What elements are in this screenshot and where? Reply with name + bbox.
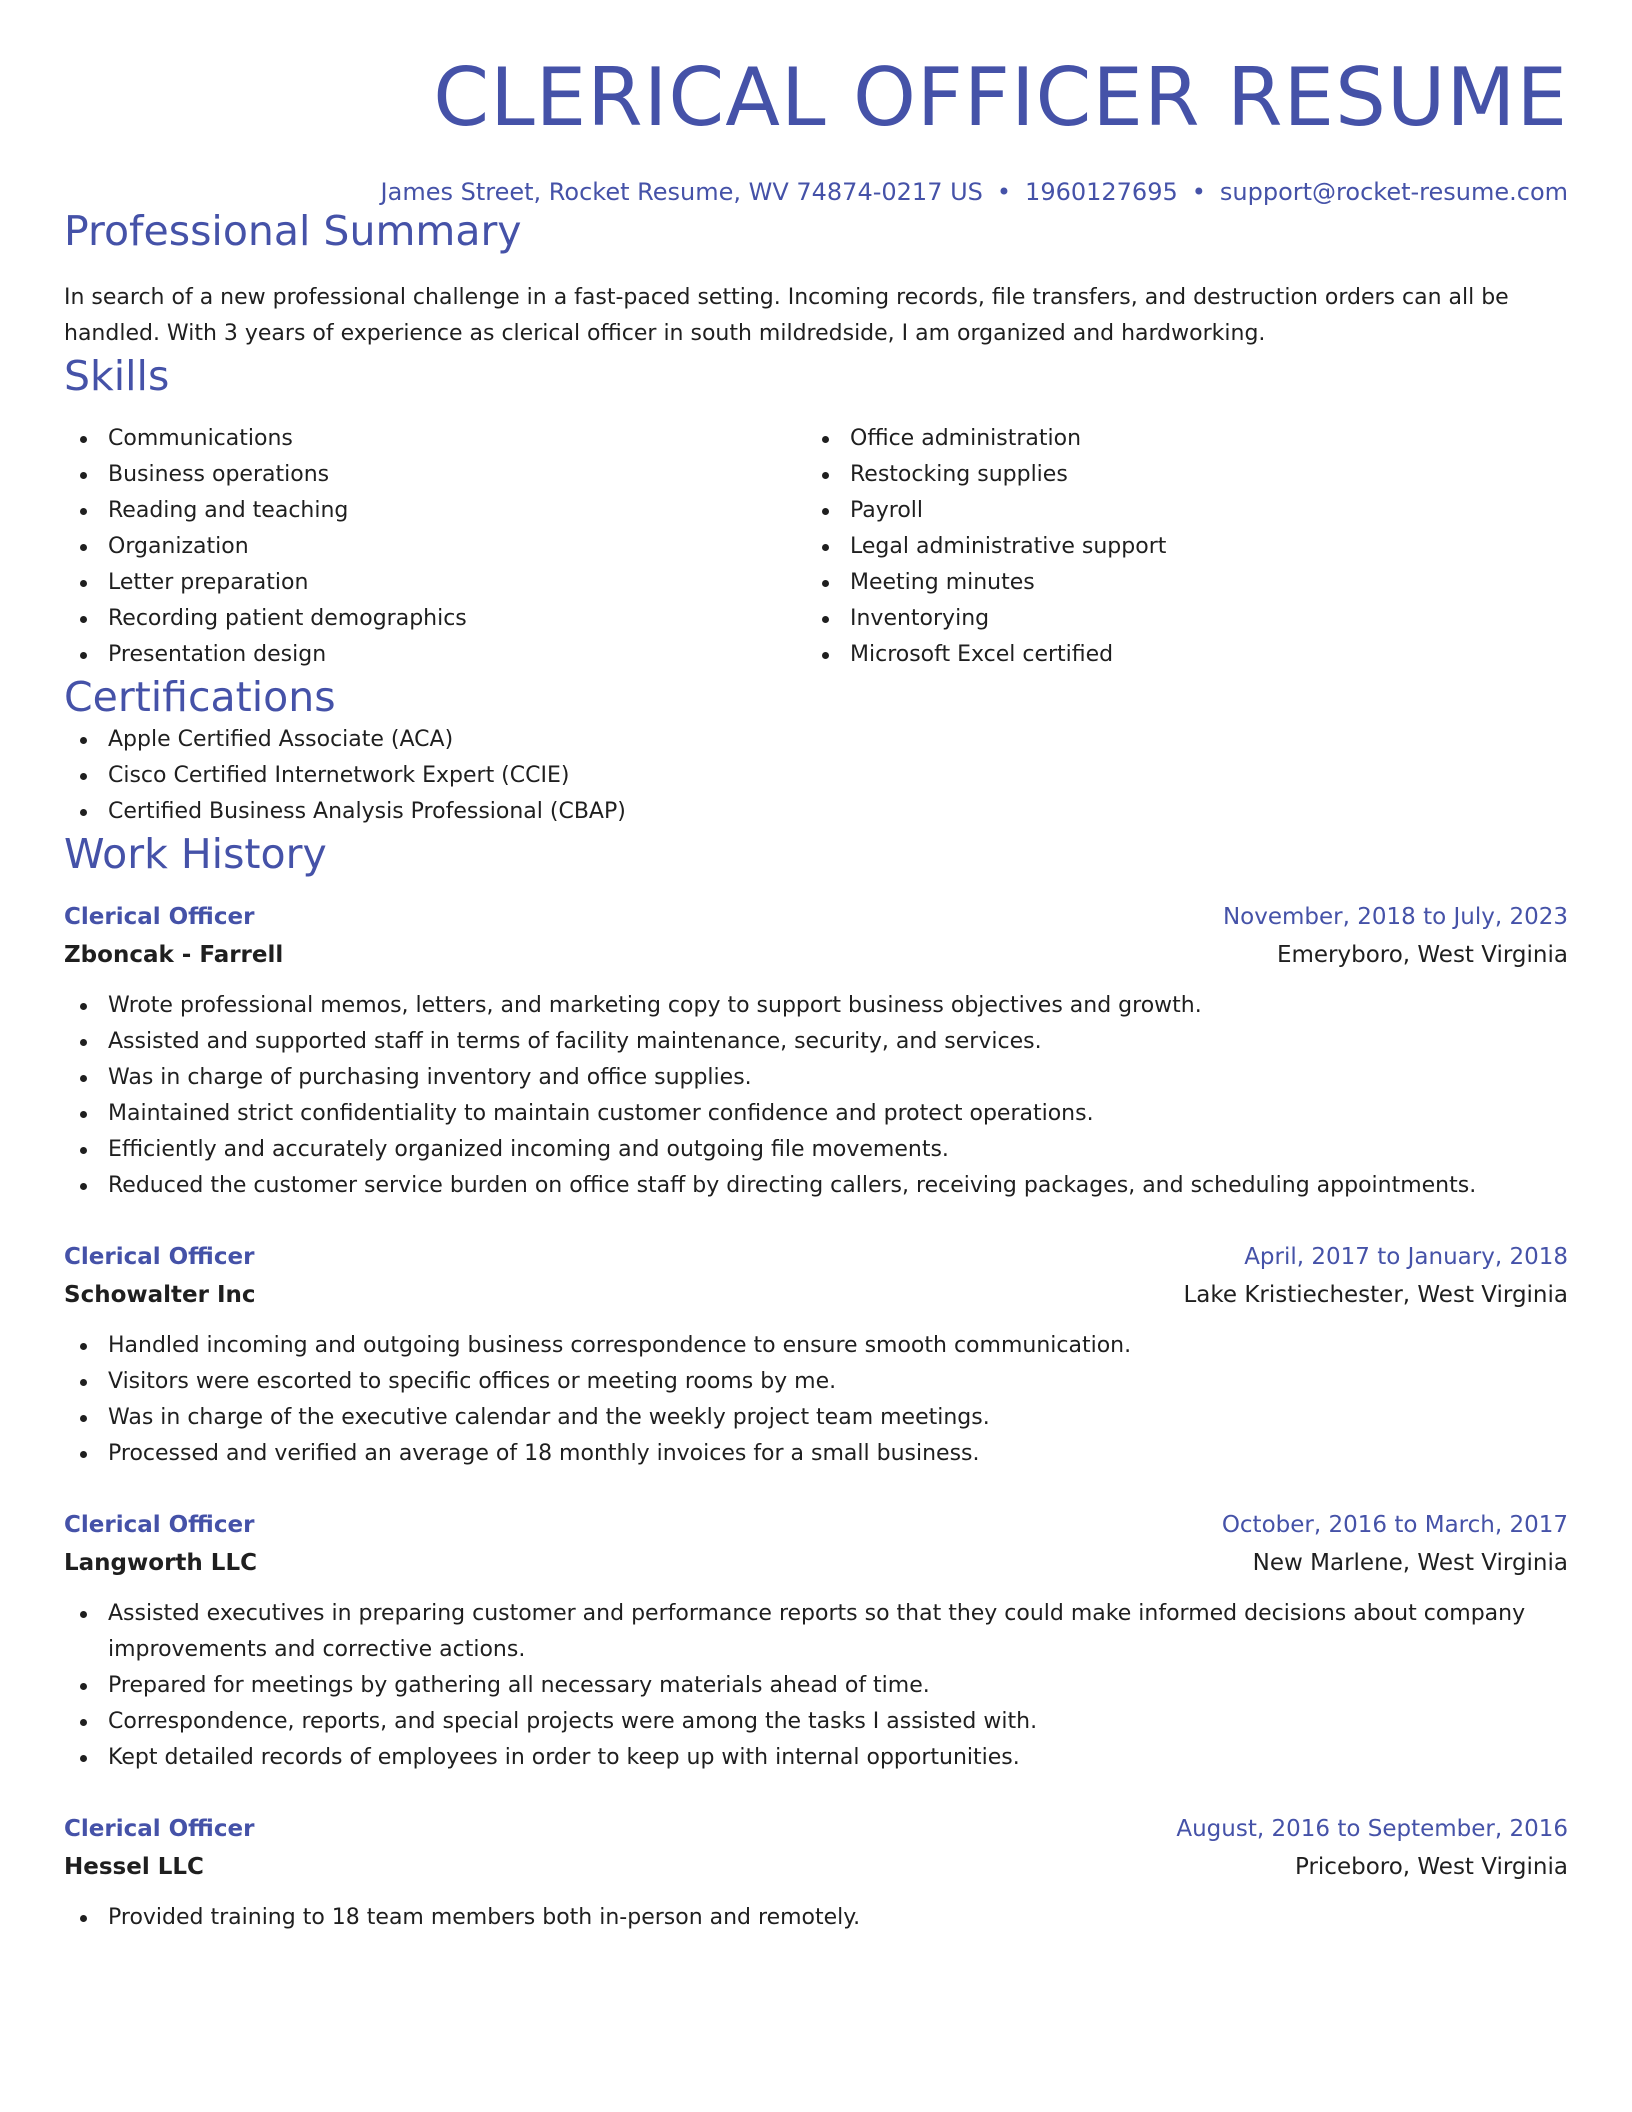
job-header-row: [64, 1810, 1568, 1848]
job-duty: Was in charge of the executive calendar and the weekly project team meetings.: [64, 1400, 1568, 1436]
contact-phone: 1960127695: [1025, 178, 1178, 206]
certification-item: Apple Certified Associate (ACA): [64, 722, 1568, 758]
skills-list-left: [64, 421, 806, 673]
job-duty: Reduced the customer service burden on office staff by directing callers, receiving packages, and scheduling appointments.: [64, 1168, 1568, 1204]
job-duty: Provided training to 18 team members both in-person and remotely.: [64, 1900, 1568, 1936]
job-duties-list: [64, 1328, 1568, 1472]
job-company-row: [64, 1276, 1568, 1314]
certifications-heading: Certifications: [64, 673, 336, 722]
contact-separator: •: [996, 178, 1012, 206]
job-company-row: [64, 1848, 1568, 1886]
job-dates: April, 2017 to January, 2018: [1244, 1243, 1568, 1270]
job-title: Clerical Officer: [64, 1815, 255, 1842]
job-title: Clerical Officer: [64, 903, 255, 930]
skill-item: Recording patient demographics: [64, 601, 806, 637]
job-dates: August, 2016 to September, 2016: [1176, 1815, 1568, 1842]
skill-item: Communications: [64, 421, 806, 457]
certifications-list: [64, 722, 1568, 830]
job-duty: Visitors were escorted to specific offices or meeting rooms by me.: [64, 1364, 1568, 1400]
job-duty: Kept detailed records of employees in order to keep up with internal opportunities.: [64, 1740, 1568, 1776]
job-duty: Prepared for meetings by gathering all necessary materials ahead of time.: [64, 1668, 1568, 1704]
job-title: Clerical Officer: [64, 1243, 255, 1270]
skill-item: Payroll: [806, 493, 1548, 529]
job-entry: [64, 1238, 1568, 1472]
skill-item: Letter preparation: [64, 565, 806, 601]
skill-item: Legal administrative support: [806, 529, 1548, 565]
job-location: Emeryboro, West Virginia: [1276, 941, 1568, 968]
skill-item: Restocking supplies: [806, 457, 1548, 493]
job-entry: [64, 1810, 1568, 1936]
job-duty: Maintained strict confidentiality to maintain customer confidence and protect operations.: [64, 1096, 1568, 1132]
job-duties-list: [64, 1900, 1568, 1936]
job-entry: [64, 1506, 1568, 1776]
contact-address: James Street, Rocket Resume, WV 74874-0217 US: [380, 178, 983, 206]
skill-item: Inventorying: [806, 601, 1548, 637]
summary-heading: Professional Summary: [64, 206, 522, 255]
contact-separator: •: [1191, 178, 1206, 206]
job-header-row: [64, 1506, 1568, 1544]
skill-item: Presentation design: [64, 637, 806, 673]
job-duty: Efficiently and accurately organized incoming and outgoing file movements.: [64, 1132, 1568, 1168]
work-history-heading: Work History: [64, 830, 327, 879]
job-duty: Processed and verified an average of 18 monthly invoices for a small business.: [64, 1436, 1568, 1472]
job-duty: Handled incoming and outgoing business correspondence to ensure smooth communication.: [64, 1328, 1568, 1364]
skill-item: Organization: [64, 529, 806, 565]
resume-title: CLERICAL OFFICER RESUME: [433, 51, 1568, 144]
skill-item: Office administration: [806, 421, 1548, 457]
job-dates: November, 2018 to July, 2023: [1222, 903, 1568, 930]
job-company: Zboncak - Farrell: [64, 941, 284, 968]
certification-item: Certified Business Analysis Professional (CBAP): [64, 794, 1568, 830]
job-duty: Assisted executives in preparing customer and performance reports so that they could make informed decisions about company improvements and corrective actions.: [64, 1596, 1568, 1668]
job-company-row: [64, 936, 1568, 974]
skills-columns: [64, 421, 1568, 673]
skill-item: Reading and teaching: [64, 493, 806, 529]
skill-item: Meeting minutes: [806, 565, 1548, 601]
job-duty: Wrote professional memos, letters, and marketing copy to support business objectives and growth.: [64, 988, 1568, 1024]
contact-line: [64, 178, 1568, 207]
job-location: Lake Kristiechester, West Virginia: [1183, 1281, 1568, 1308]
skills-heading: Skills: [64, 351, 170, 400]
skills-list-right: [806, 421, 1548, 673]
job-header-row: [64, 898, 1568, 936]
job-title: Clerical Officer: [64, 1511, 255, 1538]
job-company: Schowalter Inc: [64, 1281, 256, 1308]
job-duty: Was in charge of purchasing inventory and office supplies.: [64, 1060, 1568, 1096]
contact-email: support@rocket-resume.com: [1219, 178, 1568, 206]
job-dates: October, 2016 to March, 2017: [1221, 1511, 1568, 1538]
job-company: Langworth LLC: [64, 1549, 257, 1576]
job-company-row: [64, 1544, 1568, 1582]
job-location: Priceboro, West Virginia: [1294, 1853, 1568, 1880]
job-entry: [64, 898, 1568, 1204]
job-duty: Assisted and supported staff in terms of facility maintenance, security, and services.: [64, 1024, 1568, 1060]
job-company: Hessel LLC: [64, 1853, 204, 1880]
job-duty: Correspondence, reports, and special projects were among the tasks I assisted with.: [64, 1704, 1568, 1740]
skill-item: Microsoft Excel certified: [806, 637, 1548, 673]
job-location: New Marlene, West Virginia: [1252, 1549, 1568, 1576]
job-duties-list: [64, 1596, 1568, 1776]
job-duties-list: [64, 988, 1568, 1204]
certification-item: Cisco Certified Internetwork Expert (CCIE): [64, 758, 1568, 794]
skill-item: Business operations: [64, 457, 806, 493]
summary-text: In search of a new professional challenge in a fast-paced setting. Incoming records, file transfers, and destruction orders can all be handled. With 3 years of experience as clerical officer in south mildredside, I am organized and hardworking.: [64, 284, 1509, 346]
job-header-row: [64, 1238, 1568, 1276]
